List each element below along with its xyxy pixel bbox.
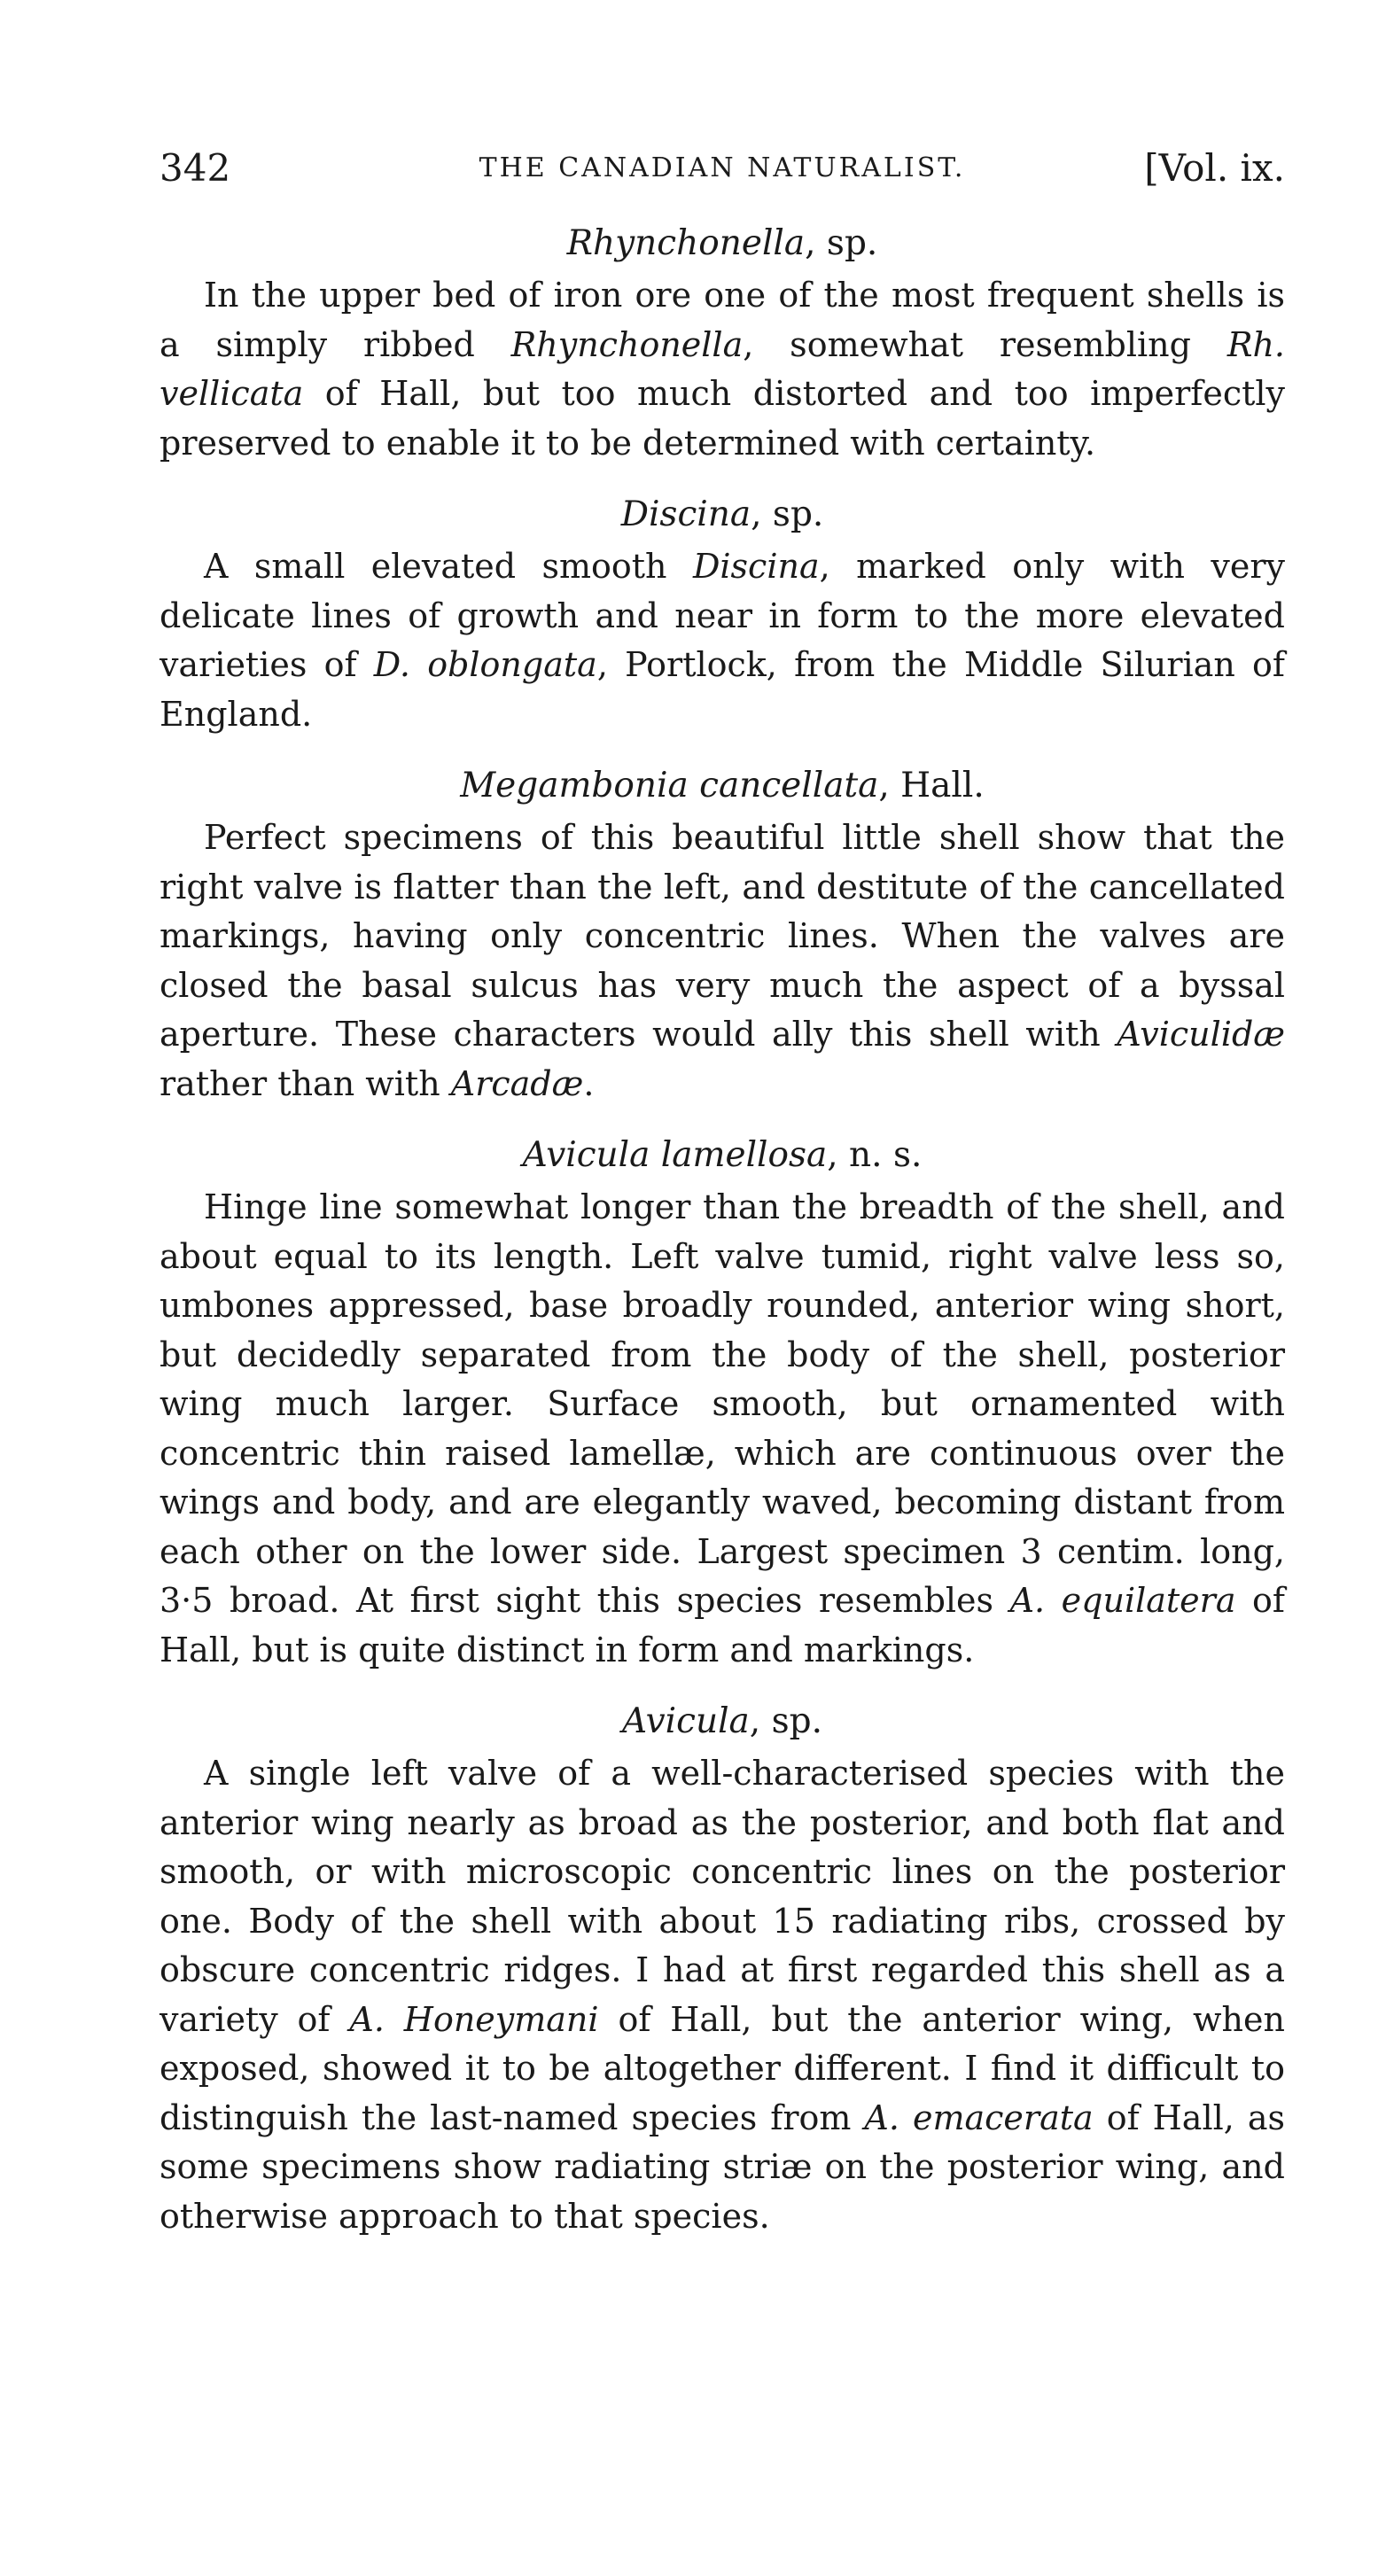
running-head	[160, 142, 1285, 195]
text-run: of Hall, as some specimens show radiating striæ on the posterior wing, and otherwise approach to that species.	[160, 2097, 1286, 2236]
journal-title: THE CANADIAN NATURALIST.	[479, 152, 966, 183]
section-heading	[160, 1698, 1285, 1746]
text-run: A small elevated smooth	[204, 547, 693, 586]
italic-taxon: A. emacerata	[864, 2097, 1094, 2137]
section-avicula-lamellosa	[160, 1132, 1285, 1675]
italic-taxon: A. Honeymani	[349, 1999, 599, 2039]
section-heading	[160, 1132, 1285, 1179]
page-number: 342	[160, 146, 231, 190]
text-run: of Hall, but too much distorted and too imperfectly preserved to enable it to be determined with certainty.	[160, 374, 1285, 463]
text-run: Perfect specimens of this beautiful little shell show that the right valve is flatter than the left, and destitute of the cancellated markings, having only concentric lines. When the valves are closed the basal sulcus has very much the aspect of a byssal aperture. These characters would ally this shell with	[160, 818, 1285, 1054]
section-rhynchonella	[160, 220, 1285, 468]
section-paragraph	[160, 813, 1285, 1109]
heading-taxon: Avicula	[622, 1701, 750, 1741]
heading-taxon: Discina	[620, 494, 751, 534]
volume-label: [Vol. ix.	[1144, 146, 1285, 190]
heading-taxon: Megambonia cancellata	[460, 766, 879, 805]
section-megambonia	[160, 762, 1285, 1109]
section-heading	[160, 491, 1285, 539]
italic-taxon: Rh. vellicata	[160, 324, 1286, 413]
text-run: In the upper bed of iron ore one of the most frequent shells is a simply ribbed	[160, 276, 1285, 364]
text-run: , marked only with very delicate lines of growth and near in form to the more elevated varieties of	[160, 547, 1285, 684]
heading-taxon: Rhynchonella	[566, 223, 806, 263]
section-discina	[160, 491, 1285, 739]
text-run: of Hall, but the anterior wing, when exposed, showed it to be altogether different. I find it difficult to distinguish the last-named species from	[160, 1999, 1285, 2137]
italic-taxon: Rhynchonella	[510, 324, 744, 364]
heading-taxon: Avicula lamellosa	[522, 1135, 828, 1175]
italic-taxon: Aviculidæ	[1117, 1015, 1285, 1054]
heading-suffix: , sp.	[749, 1701, 822, 1741]
italic-taxon: Discina	[692, 547, 820, 586]
section-avicula-sp	[160, 1698, 1285, 2241]
italic-taxon: D. oblongata	[373, 645, 597, 684]
heading-suffix: , sp.	[805, 223, 878, 263]
section-paragraph	[160, 542, 1285, 739]
heading-suffix: , Hall.	[878, 766, 985, 805]
page-body	[160, 220, 1285, 2264]
italic-taxon: Arcadæ	[450, 1063, 584, 1103]
section-paragraph	[160, 1183, 1285, 1675]
section-paragraph	[160, 271, 1285, 468]
text-run: A single left valve of a well-characterised species with the anterior wing nearly as broad as the posterior, and both flat and smooth, or with microscopic concentric lines on the posterior one. Body of the shell with about 15 radiating ribs, crossed by obscure concentric ridges. I had at first regarded this shell as a variety of	[160, 1754, 1285, 2039]
italic-taxon: A. equilatera	[1009, 1581, 1236, 1620]
text-run: , somewhat resembling	[743, 324, 1227, 364]
text-run: Hinge line somewhat longer than the breadth of the shell, and about equal to its length. Left valve tumid, right valve less so, umbones appressed, base broadly rounded, anterior wing short, but decidedly separated from the body of the shell, posterior wing much larger. Surface smooth, but ornamented with concentric thin raised lamellæ, which are continuous over the wings and body, and are elegantly waved, becoming distant from each other on the lower side. Largest specimen 3 centim. long, 3·5 broad. At first sight this species resembles	[160, 1187, 1285, 1620]
text-run: , Portlock, from the Middle Silurian of England.	[160, 645, 1285, 734]
heading-suffix: , n. s.	[827, 1135, 923, 1175]
text-run: .	[583, 1063, 595, 1103]
text-run: rather than with	[160, 1063, 451, 1103]
section-paragraph	[160, 1749, 1285, 2241]
section-heading	[160, 762, 1285, 810]
heading-suffix: , sp.	[751, 494, 824, 534]
section-heading	[160, 220, 1285, 268]
text-run: of Hall, but is quite distinct in form and markings.	[160, 1581, 1285, 1669]
